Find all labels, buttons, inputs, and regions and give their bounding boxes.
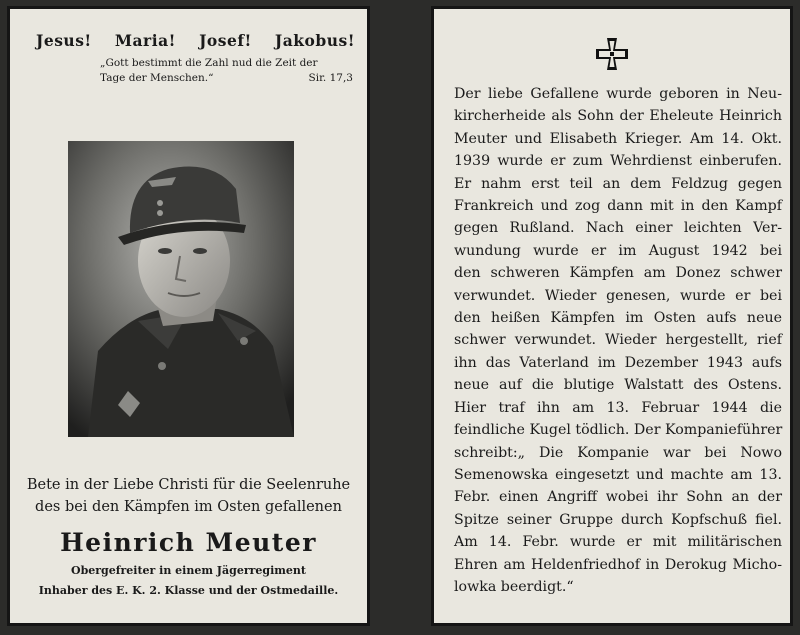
biography-line: neue auf die blutige Walstatt des Ostens. [454, 377, 782, 394]
deceased-name: Heinrich Meuter [60, 528, 317, 557]
biography-line: 1939 wurde er zum Wehrdienst einberufen. [454, 153, 782, 170]
biography-line: Frankreich und zog dann mit in den Kampf [454, 198, 782, 215]
biography-line: Am 14. Febr. wurde er mit militärischen [454, 534, 782, 551]
soldier-portrait-photo [68, 141, 294, 437]
prayer-text [20, 474, 357, 518]
biography-line: feindliche Kugel tödlich. Der Kompanieführer [454, 422, 783, 439]
biography-line: lowka beerdigt.“ [454, 578, 574, 595]
biography-line: Ehren am Heldenfriedhof in Derokug Micho- [454, 556, 782, 573]
biography-line: den schweren Kämpfen am Donez schwer [454, 265, 782, 282]
memorial-card-front [7, 6, 370, 626]
biography-line: Er nahm erst teil an dem Feldzug gegen [454, 175, 782, 192]
military-rank: Obergefreiter in einem Jägerregiment [70, 564, 306, 577]
biography-line: Hier traf ihn am 13. Februar 1944 die [454, 399, 782, 416]
biography-line: gegen Rußland. Nach einer leichten Ver- [454, 220, 782, 237]
biography-line: Spitze seiner Gruppe durch Kopfschuß fiel. [454, 511, 782, 528]
memorial-card-back [431, 6, 793, 626]
scripture-quote [100, 56, 353, 86]
biography-line: verwundet. Wieder genesen, wurde er bei [454, 287, 782, 304]
biography-line: Meuter und Elisabeth Krieger. Am 14. Okt. [454, 130, 782, 147]
biography-line: den heißen Kämpfen im Osten aufs neue [454, 310, 782, 327]
biography-line: schwer verwundet. Wieder hergestellt, rief [454, 332, 782, 349]
invocation-jesus: Jesus! [36, 31, 92, 50]
quote-line-1: „Gott bestimmt die Zahl nud die Zeit der [100, 57, 318, 69]
biography-line: Der liebe Gefallene wurde geboren in Neu- [454, 86, 782, 102]
invocation-maria: Maria! [114, 31, 176, 50]
prayer-line-2: des bei den Kämpfen im Osten gefallenen [35, 499, 342, 515]
quote-source: Sir. 17,3 [308, 72, 353, 84]
biography-line: ihn das Vaterland im Dezember 1943 aufs [454, 354, 782, 371]
iron-cross-icon [594, 36, 630, 72]
quote-line-2: Tage der Menschen.“ [100, 72, 214, 84]
biography-line: schreibt:„ Die Kompanie war bei Nowo [454, 444, 782, 461]
awards-line: Inhaber des E. K. 2. Klasse und der Ostmedaille. [38, 584, 339, 597]
invocation-jakobus: Jakobus! [274, 31, 355, 50]
biography-line: Febr. einen Angriff wobei ihr Sohn an der [454, 489, 782, 506]
biography-line: Semenowska eingesetzt und machte am 13. [454, 466, 782, 483]
invocation-header [36, 31, 355, 50]
biography-text [454, 83, 782, 598]
biography-line: kircherheide als Sohn der Eheleute Heinrich [454, 108, 782, 125]
invocation-josef: Josef! [199, 31, 252, 50]
biography-line: wundung wurde er im August 1942 bei [454, 242, 782, 259]
prayer-line-1: Bete in der Liebe Christi für die Seelenruhe [26, 477, 351, 493]
portrait-illustration [68, 141, 294, 437]
